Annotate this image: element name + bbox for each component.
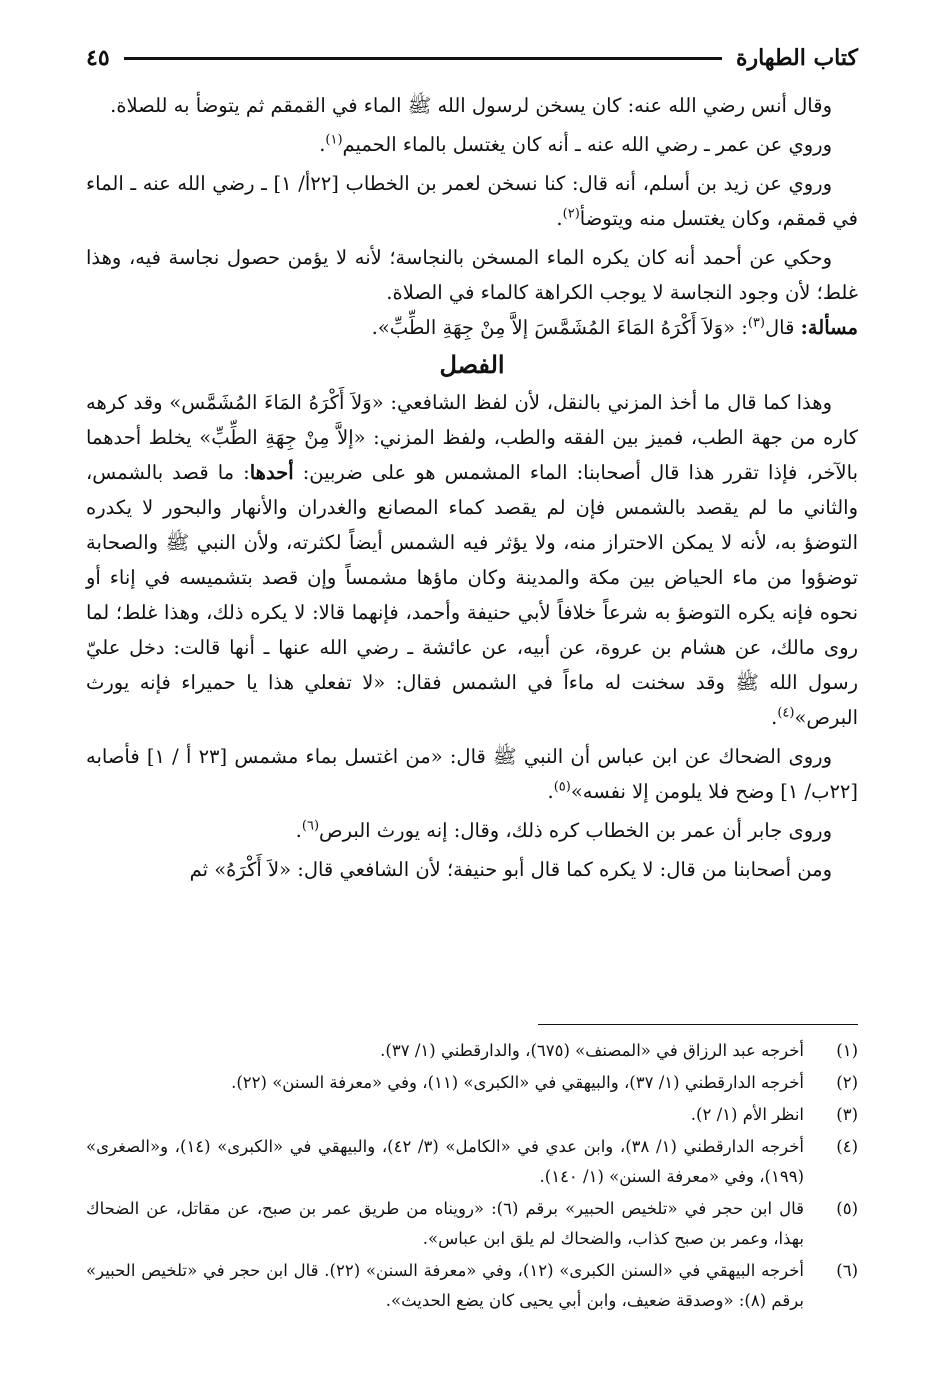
footnote-3: (٣) انظر الأم (١/ ٢). (690, 1105, 858, 1124)
paragraph-zayd: وروي عن زيد بن أسلم، أنه قال: كنا نسخن لعمر بن الخطاب [٢٢أ/ ١] ـ رضي الله عنه ـ الماء في قمقم، وكان يغتسل منه ويتوضأ$^{(٢)}$. (86, 172, 858, 230)
footnote-6: (٦) أخرجه البيهقي في «السنن الكبرى» (١٢)، وفي «معرفة السنن» (٢٢). قال ابن حجر في «تلخيص الحبير» برقم (٨): «وصدقة ضعيف، وابن أبي يحيى كان يضع الحديث». (86, 1261, 858, 1310)
paragraph-umar: وروي عن عمر ـ رضي الله عنه ـ أنه كان يغتسل بالماء الحميم$^{(١)}$. (319, 132, 832, 156)
masala-line: مسألة: قال$^{(٣)}$: «وَلاَ أَكْرَهُ المَاءَ المُشَمَّسَ إلاَّ مِنْ جِهَةِ الطِّبِّ». (371, 315, 858, 339)
footnote-ref-2: (٢) (562, 206, 580, 222)
footnote-ref-1: (١) (325, 132, 343, 148)
footnote-separator (538, 1024, 858, 1025)
footnote-4: (٤) أخرجه الدارقطني (١/ ٣٨)، وابن عدي في «الكامل» (٣/ ٤٢)، والبيهقي في «الكبرى» (١٤)، و«الصغرى» (١٩٩)، وفي «معرفة السنن» (١/ ١٤٠). (86, 1137, 858, 1186)
paragraph-ahmad: وحكي عن أحمد أنه كان يكره الماء المسخن بالنجاسة؛ لأنه لا يؤمن حصول نجاسة فيه، وهذا غلط؛ لأن وجود النجاسة لا يوجب الكراهة كالماء في الصلاة. (86, 246, 858, 304)
section-heading: الفصل (439, 350, 505, 379)
footnote-ref-3: (٣) (747, 315, 765, 331)
paragraph-ashabuna: ومن أصحابنا من قال: لا يكره كما قال أبو حنيفة؛ لأن الشافعي قال: «لاَ أَكْرَهُ» ثم (189, 858, 832, 881)
paragraph-jabir: وروى جابر أن عمر بن الخطاب كره ذلك، وقال: إنه يورث البرص$^{(٦)}$. (295, 818, 832, 842)
footnotes (86, 1036, 858, 1318)
footnote-ref-5: (٥) (553, 779, 571, 795)
page-number: ٤٥ (86, 45, 110, 71)
footnote-2: (٢) أخرجه الدارقطني (١/ ٣٧)، والبيهقي في «الكبرى» (١١)، وفي «معرفة السنن» (٢٢). (231, 1073, 858, 1092)
footnote-5: (٥) قال ابن حجر في «تلخيص الحبير» برقم (٦): «رويناه من طريق عمر بن صبح، عن مقاتل، عن الضحاك بهذا، وعمر بن صبح كذاب، والضحاك لم يلق ابن عباس». (86, 1199, 858, 1248)
footnote-ref-4: (٤) (777, 705, 795, 721)
paragraph-anas: وقال أنس رضي الله عنه: كان يسخن لرسول الله ﷺ الماء في القمقم ثم يتوضأ به للصلاة. (110, 94, 832, 117)
header-rule (124, 57, 722, 60)
paragraph-dahhak: وروى الضحاك عن ابن عباس أن النبي ﷺ قال: «من اغتسل بماء مشمس [٢٣ أ / ١] فأصابه [٢٢ب/ ١] وضح فلا يلومن إلا نفسه»$^{(٥)}$. (86, 745, 858, 803)
paragraph-fasl: وهذا كما قال ما أخذ المزني بالنقل، لأن لفظ الشافعي: «وَلاَ أَكْرَهُ المَاءَ المُشَمَّس» وقد كرهه كاره من جهة الطب، فميز بين الفقه والطب، ولفظ المزني: «إلاَّ مِنْ جِهَةِ الطِّبِّ» يخلط أحدهما بالآخر، فإذا تقرر هذا قال أصحابنا: الماء المشمس هو على ضربين: أحدها: ما قصد بالشمس، والثاني ما لم يقصد بالشمس فإن لم يقصد كماء المصانع والغدران والأنهار والبحور لا يكدره التوضؤ به، لأنه لا يمكن الاحتراز منه، ولا يؤثر فيه الشمس أيضاً لكثرته، ولأن النبي ﷺ والصحابة توضؤوا من ماء الحياض بين مكة والمدينة وكان ماؤها مشمساً وإن قصد بتشميسه في إناء أو نحوه فإنه يكره التوضؤ به شرعاً خلافاً لأبي حنيفة وأحمد، فإنهما قالا: لا يكره ذلك، وهذا غلط؛ لما روى مالك، عن هشام بن عروة، عن أبيه، عن عائشة ـ رضي الله عنها ـ أنها قالت: دخل عليّ رسول الله ﷺ وقد سخنت له ماءاً في الشمس فقال: «لا تفعلي هذا يا حميراء فإنه يورث البرص»$^{(٤)}$. (86, 391, 858, 729)
masala-label: مسألة: (800, 316, 858, 339)
book-title: كتاب الطهارة (735, 45, 858, 71)
page-header (86, 40, 858, 76)
footnote-1: (١) أخرجه عبد الرزاق في «المصنف» (٦٧٥)، والدارقطني (١/ ٣٧). (380, 1041, 858, 1060)
ahaduha-bold: أحدها (249, 461, 294, 484)
main-text (86, 88, 858, 887)
footnote-ref-6: (٦) (301, 818, 320, 834)
